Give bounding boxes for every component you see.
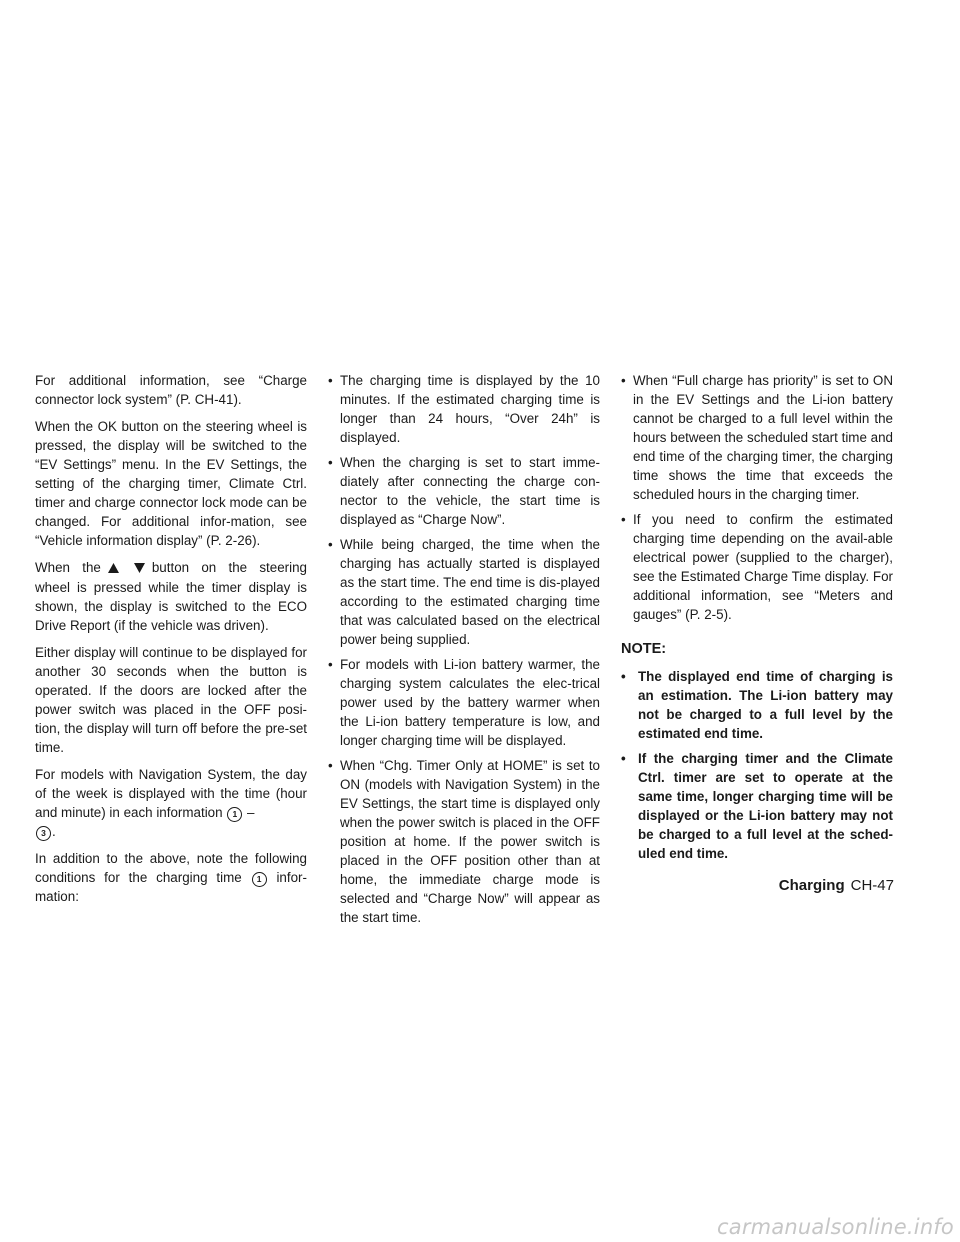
list-item: • If you need to confirm the estimated charging time depending on the avail-able electrical power (supplied to the charger), see the Estimated Charge Time display. For additional information, see “Meters and gauges” (P. 2-5). <box>621 512 893 622</box>
column-right <box>621 371 893 869</box>
paragraph-ok-button: When the OK button on the steering wheel is pressed, the display will be switched to the “EV Settings” menu. In the EV Settings, the setting of the charging timer, Climate Ctrl. timer and charge connector lock mode can be changed. For additional infor-mation, see “Vehicle information display” (P. 2-26). <box>35 419 307 548</box>
callout-1-icon: 1 <box>227 807 242 822</box>
page-footer <box>779 877 894 894</box>
section-title: Charging <box>778 877 845 894</box>
paragraph-arrow-button: When the button on the steering wheel is pressed while the timer display is shown, the display is switched to the ECO Drive Report (if the vehicle was driven). <box>35 560 307 633</box>
callout-3-icon: 3 <box>36 826 51 841</box>
list-item: • The charging time is displayed by the 10 minutes. If the estimated charging time is longer than 24 hours, “Over 24h” is displayed. <box>328 373 600 445</box>
list-item: • When the charging is set to start imme-diately after connecting the charge con-nector to the vehicle, the start time is displayed as “Charge Now”. <box>328 455 600 527</box>
paragraph-display-duration: Either display will continue to be displayed for another 30 seconds when the button is operated. If the doors are locked after the power switch was placed in the OFF posi-tion, the display will turn off before the pre-set time. <box>35 645 307 755</box>
paragraph-navigation: For models with Navigation System, the day of the week is displayed with the time (hour and minute) in each information 1 – 3 . <box>35 767 307 839</box>
paragraph-charge-connector: For additional information, see “Charge connector lock system” (P. CH-41). <box>35 373 307 407</box>
list-item: • For models with Li-ion battery warmer, the charging system calculates the elec-trical power used by the battery warmer when the Li-ion battery temperature is low, and longer charging time will be displayed. <box>328 657 600 748</box>
note-item: • The displayed end time of charging is an estimation. The Li-ion battery may not be charged to a full level by the estimated end time. <box>621 669 893 741</box>
note-item: • If the charging timer and the Climate Ctrl. timer are set to operate at the same time, longer charging time will be displayed or the Li-ion battery may not be charged to a full level at the sched-uled end time. <box>621 751 893 861</box>
note-heading: NOTE: <box>621 641 667 657</box>
watermark: carmanualsonline.info <box>717 1215 954 1239</box>
down-triangle-icon <box>134 559 145 578</box>
list-item: • When “Chg. Timer Only at HOME” is set to ON (models with Navigation System) in the EV Settings, the start time is displayed only when the power switch is placed in the OFF position at home. If the power switch is placed in the OFF position other than at home, the immediate charge mode is selected and “Charge Now” will appear as the start time. <box>328 758 600 925</box>
up-triangle-icon <box>108 559 119 578</box>
column-middle <box>328 371 600 933</box>
paragraph-conditions: In addition to the above, note the following conditions for the charging time 1 infor-mation: <box>35 851 307 904</box>
list-item: • When “Full charge has priority” is set to ON in the EV Settings and the Li-ion battery cannot be charged to a full level within the hours between the scheduled start time and end time of the charging timer, the charging time shows the time that exceeds the scheduled hours in the charging timer. <box>621 373 893 502</box>
list-item: • While being charged, the time when the charging has actually started is displayed as the start time. The end time is dis-played according to the estimated charging time that was calculated based on the electrical power being supplied. <box>328 537 600 647</box>
page-number: CH-47 <box>850 877 894 894</box>
column-left <box>35 371 307 914</box>
callout-1-icon: 1 <box>252 872 267 887</box>
